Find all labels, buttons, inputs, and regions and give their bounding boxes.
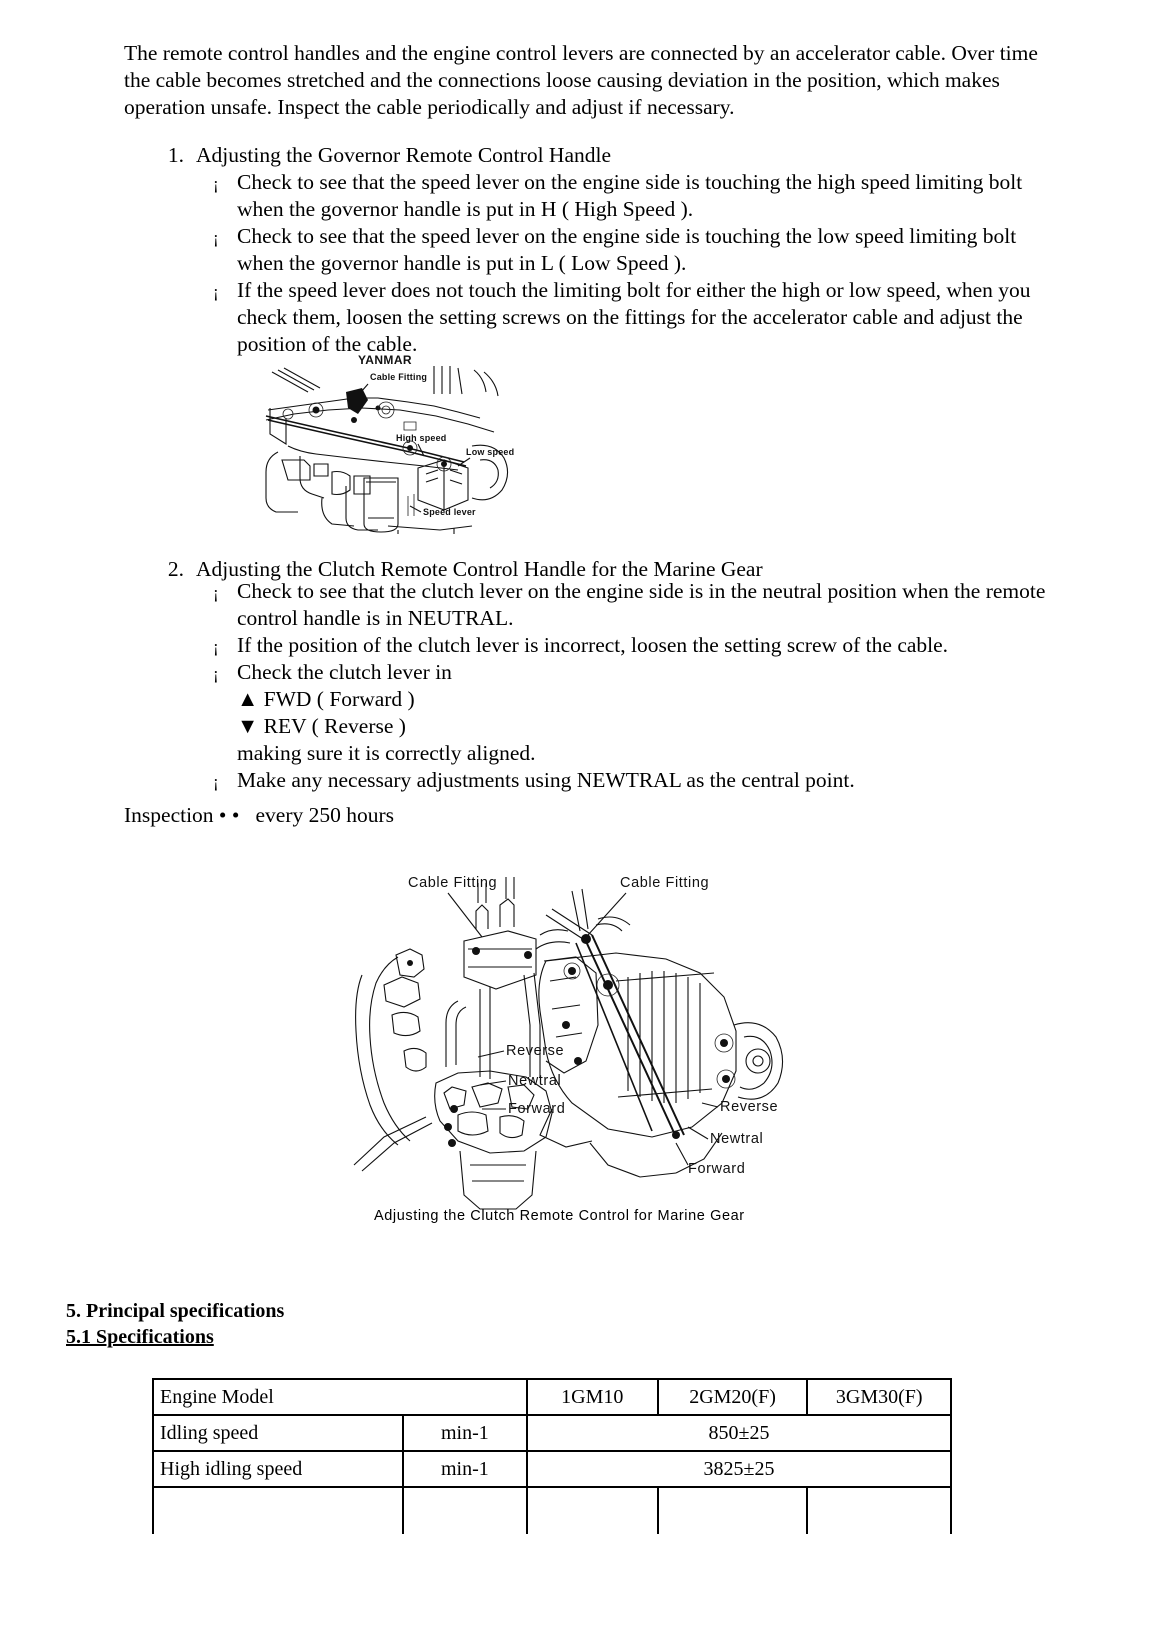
sub-item-text: Check to see that the speed lever on the engine side is touching the high speed limiting bolt when the governor handle is put in H ( High Speed ). [237,170,1023,221]
label-forward-left: Forward [508,1101,566,1117]
label-newtral-left: Newtral [508,1073,562,1089]
table-row [153,1451,951,1487]
cell-model-1gm10: 1GM10 [527,1379,658,1415]
sub-item-text: If the speed lever does not touch the limiting bolt for either the high or low speed, when you check them, loosen the setting screws on the fittings for the accelerator cable and adjust the position of the cable. [237,278,1031,356]
sub-item-text: Check to see that the clutch lever on the engine side is in the neutral position when the remote control handle is in NEUTRAL. [237,579,1046,630]
cell-idling-speed-unit: min-1 [403,1415,527,1451]
cell-blank-value-3 [807,1487,951,1534]
lever-line-rev: ▼ REV ( Reverse ) [237,714,406,738]
bullet-marker-icon: ¡ [213,772,219,791]
sub-item-text: Check to see that the speed lever on the engine side is touching the low speed limiting bolt when the governor handle is put in L ( Low Speed ). [237,224,1017,275]
list-title-1: Adjusting the Governor Remote Control Handle [196,143,611,167]
sub-item [205,169,1050,223]
bullet-marker-icon: ¡ [213,664,219,683]
list-title-2: Adjusting the Clutch Remote Control Handle for the Marine Gear [196,557,763,581]
governor-engine-illustration [258,348,516,534]
label-cable-fitting-right: Cable Fitting [620,875,710,891]
list-number-2: 2. [167,557,184,581]
bullet-marker-icon: ¡ [213,174,219,193]
list-number-1: 1. [167,143,184,167]
bullet-marker-icon: ¡ [213,228,219,247]
label-reverse-right: Reverse [720,1099,779,1115]
sub-list-1 [205,169,1050,358]
lever-line-fwd: ▲ FWD ( Forward ) [237,687,415,711]
label-forward-right: Forward [688,1161,746,1177]
bullet-marker-icon: ¡ [213,637,219,656]
cell-high-idling-speed-label: High idling speed [153,1451,403,1487]
lever-line-aligned: making sure it is correctly aligned. [237,741,536,765]
intro-paragraph: The remote control handles and the engine control levers are connected by an accelerator cable. Over time the cable becomes stretched and the connections loose causing deviation in the position, which makes operation unsafe. Inspect the cable periodically and adjust if necessary. [124,41,1038,119]
cell-blank-value-1 [527,1487,658,1534]
sub-item [205,659,1050,686]
figure-governor-remote-control [258,348,516,534]
label-low-speed: Low speed [466,447,515,457]
inspection-interval-line: Inspection • • every 250 hours [124,803,395,827]
sub-item-text: If the position of the clutch lever is incorrect, loosen the setting screw of the cable. [237,633,949,657]
cell-idling-speed-label: Idling speed [153,1415,403,1451]
cell-high-idling-speed-unit: min-1 [403,1451,527,1487]
table-row [153,1487,951,1534]
yanmar-brand-text: YANMAR [358,353,412,367]
figure2-caption: Adjusting the Clutch Remote Control for Marine Gear [374,1208,745,1224]
bullet-marker-icon: ¡ [213,282,219,301]
label-speed-lever: Speed lever [423,507,476,517]
cell-model-3gm30: 3GM30(F) [807,1379,951,1415]
label-high-speed: High speed [396,433,447,443]
label-reverse-left: Reverse [506,1043,565,1059]
figure-clutch-remote-control [340,865,810,1230]
label-cable-fitting-left: Cable Fitting [408,875,498,891]
sub-item [205,767,1050,794]
sub-item [205,277,1050,358]
specifications-table [152,1378,952,1534]
cell-idling-speed-value: 850±25 [527,1415,951,1451]
sub-item [205,578,1050,632]
bullet-marker-icon: ¡ [213,583,219,602]
table-row [153,1379,951,1415]
clutch-marine-gear-illustration [340,865,810,1230]
sub-item-text: Make any necessary adjustments using NEWTRAL as the central point. [237,768,855,792]
cell-high-idling-speed-value: 3825±25 [527,1451,951,1487]
heading-principal-specifications: 5. Principal specifications [66,1300,285,1322]
cell-model-2gm20: 2GM20(F) [658,1379,808,1415]
cell-engine-model-label: Engine Model [153,1379,527,1415]
sub-item [205,632,1050,659]
table-row [153,1415,951,1451]
sub-item [205,223,1050,277]
heading-specifications: 5.1 Specifications [66,1326,214,1348]
label-cable-fitting: Cable Fitting [370,372,428,382]
cell-blank-label [153,1487,403,1534]
label-newtral-right: Newtral [710,1131,764,1147]
cell-blank-unit [403,1487,527,1534]
sub-item-text: Check the clutch lever in [237,660,452,684]
cell-blank-value-2 [658,1487,808,1534]
sub-list-2 [205,578,1050,794]
